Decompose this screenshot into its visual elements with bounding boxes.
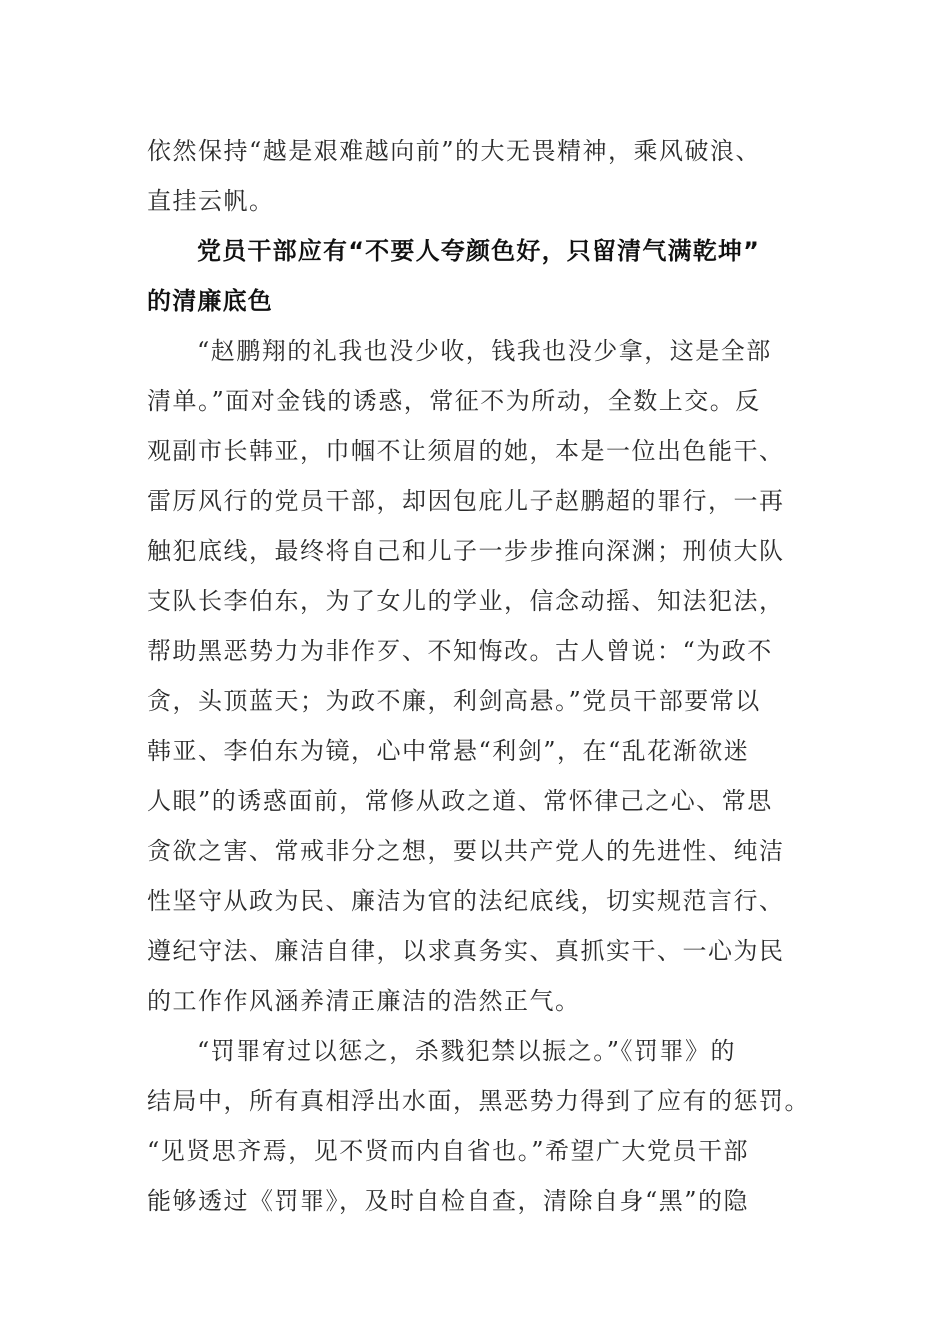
body-paragraph [147,326,787,1026]
text-line: 人眼”的诱惑面前，常修从政之道、常怀律己之心、常思 [147,787,773,815]
body-paragraph [147,1026,810,1226]
text-line: 遵纪守法、廉洁自律，以求真务实、真抓实干、一心为民 [147,937,785,965]
text-line: 结局中，所有真相浮出水面，黑恶势力得到了应有的惩罚。 [147,1087,810,1115]
text-line: 贪欲之害、常戒非分之想，要以共产党人的先进性、纯洁 [147,837,785,865]
section-heading [147,226,787,326]
text-line: 贪，头顶蓝天；为政不廉，利剑高悬。”党员干部要常以 [147,687,761,715]
text-line: “见贤思齐焉，见不贤而内自省也。”希望广大党员干部 [147,1137,750,1165]
text-line: 清单。”面对金钱的诱惑，常征不为所动，全数上交。反 [147,387,761,415]
heading-line: 党员干部应有“不要人夸颜色好，只留清气满乾坤” [197,237,761,265]
text-line: 能够透过《罚罪》，及时自检自查，清除自身“黑”的隐 [147,1187,750,1215]
text-line: 的工作作风涵养清正廉洁的浩然正气。 [147,987,581,1015]
text-line: 触犯底线，最终将自己和儿子一步步推向深渊；刑侦大队 [147,537,785,565]
text-line: “罚罪宥过以惩之，杀戮犯禁以振之。”《罚罪》的 [197,1037,737,1065]
paragraph-continuation [147,126,787,226]
text-line: 依然保持“越是艰难越向前”的大无畏精神，乘风破浪、 [147,137,762,165]
text-line: 直挂云帆。 [147,187,275,215]
text-line: 性坚守从政为民、廉洁为官的法纪底线，切实规范言行、 [147,887,785,915]
text-line: 帮助黑恶势力为非作歹、不知悔改。古人曾说：“为政不 [147,637,773,665]
text-line: 支队长李伯东，为了女儿的学业，信念动摇、知法犯法， [147,587,785,615]
text-line: 观副市长韩亚，巾帼不让须眉的她，本是一位出色能干、 [147,437,785,465]
text-line: 雷厉风行的党员干部，却因包庇儿子赵鹏超的罪行，一再 [147,487,785,515]
heading-line: 的清廉底色 [147,287,273,315]
text-line: 韩亚、李伯东为镜，心中常悬“利剑”，在“乱花渐欲迷 [147,737,750,765]
text-line: “赵鹏翔的礼我也没少收，钱我也没少拿，这是全部 [197,337,772,365]
